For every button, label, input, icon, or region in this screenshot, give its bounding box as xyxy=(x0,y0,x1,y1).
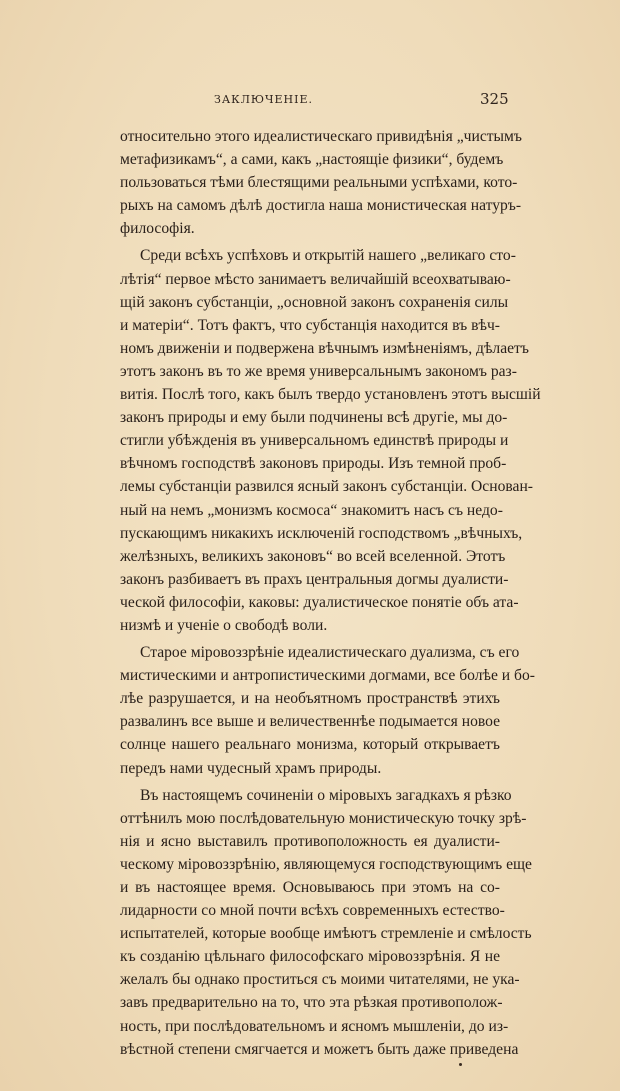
text-line: и матеріи“. Тотъ фактъ, что субстанція находится въ вѣч- xyxy=(120,316,500,334)
running-head: ЗАКЛЮЧЕНІЕ. xyxy=(214,93,313,106)
text-line: мистическими и антропистическими догмами, все болѣе и бо- xyxy=(120,667,535,685)
text-line: лемы субстанціи развился ясный законъ субстанціи. Основан- xyxy=(120,478,533,496)
text-line: солнце нашего реальнаго монизма, который открываетъ xyxy=(120,736,500,754)
text-line: философія. xyxy=(120,220,195,238)
page-number: 325 xyxy=(480,90,509,108)
text-line: пользоваться тѣми блестящими реальными успѣхами, кото- xyxy=(120,174,518,192)
text-line: вѣстной степени смягчается и можетъ быть даже приведена xyxy=(120,1040,519,1058)
text-line: завъ предварительно на то, что эта рѣзкая противополож- xyxy=(120,994,503,1012)
ink-speck xyxy=(459,1063,462,1066)
text-line: лидарности со мной почти всѣхъ современныхъ естество- xyxy=(120,902,505,920)
body-text xyxy=(120,125,541,1061)
text-line: лѣтія“ первое мѣсто занимаетъ величайшій всеохватываю- xyxy=(120,270,511,288)
text-line: передъ нами чудесный храмъ природы. xyxy=(120,759,382,777)
text-line: низмѣ и ученіе о свободѣ воли. xyxy=(120,616,328,634)
text-line: Среди всѣхъ успѣховъ и открытій нашего „великаго сто- xyxy=(140,247,516,265)
text-line: законъ разбиваетъ въ прахъ центральныя догмы дуалисти- xyxy=(120,570,509,588)
text-line: номъ движеніи и подвержена вѣчнымъ измѣненіямъ, дѣлаетъ xyxy=(120,339,529,357)
text-line: Старое міровоззрѣніе идеалистическаго дуализма, съ его xyxy=(140,644,520,662)
text-line: щій законъ субстанціи, „основной законъ сохраненія силы xyxy=(120,293,509,311)
text-line: этотъ законъ въ то же время универсальнымъ закономъ раз- xyxy=(120,362,517,380)
text-line: ность, при послѣдовательномъ и ясномъ мышленіи, до из- xyxy=(120,1017,509,1035)
text-line: развалинъ все выше и величественнѣе подымается новое xyxy=(120,713,501,731)
text-line: ный на немъ „монизмъ космоса“ знакомитъ насъ съ недо- xyxy=(120,501,503,519)
page-header xyxy=(0,90,620,113)
text-line: желѣзныхъ, великихъ законовъ“ во всей вселенной. Этотъ xyxy=(120,547,506,565)
text-line: метафизикамъ“, а сами, какъ „настоящіе физики“, будемъ xyxy=(120,151,504,169)
text-line: ческой философіи, каковы: дуалистическое понятіе объ ата- xyxy=(120,593,519,611)
text-line: законъ природы и ему были подчинены всѣ другіе, мы до- xyxy=(120,409,508,427)
text-line: къ созданію цѣльнаго философскаго міровоззрѣнія. Я не xyxy=(120,948,500,966)
text-line: желалъ бы однако проститься съ моими читателями, не ука- xyxy=(120,971,520,989)
text-line: Въ настоящемъ сочиненіи о міровыхъ загадкахъ я рѣзко xyxy=(140,786,512,804)
paragraph xyxy=(120,784,532,1061)
text-line: испытателей, которые вообще имѣютъ стремленіе и смѣлость xyxy=(120,925,532,943)
text-line: стигли убѣжденія въ универсальномъ единствѣ природы и xyxy=(120,432,509,450)
text-line: рыхъ на самомъ дѣлѣ достигла наша монистическая натуръ- xyxy=(120,197,522,215)
paragraph xyxy=(120,244,541,637)
text-line: ческому міровоззрѣнію, являющемуся господствующимъ еще xyxy=(120,855,532,873)
paragraph xyxy=(120,641,535,780)
text-line: и въ настоящее время. Основываюсь при этомъ на со- xyxy=(120,879,500,896)
paragraph xyxy=(120,125,522,240)
text-line: витія. Послѣ того, какъ былъ твердо установленъ этотъ высшій xyxy=(120,386,541,404)
text-line: лѣе разрушается, и на необъятномъ пространствѣ этихъ xyxy=(120,690,500,708)
text-line: оттѣнилъ мою послѣдовательную монистическую точку зрѣ- xyxy=(120,809,527,827)
text-line: нія и ясно выставилъ противоположность ея дуалисти- xyxy=(120,832,500,850)
text-line: пускающимъ никакихъ исключеній господствомъ „вѣчныхъ, xyxy=(120,524,523,542)
text-line: относительно этого идеалистическаго привидѣнія „чистымъ xyxy=(120,128,522,145)
text-line: вѣчномъ господствѣ законовъ природы. Изъ темной проб- xyxy=(120,455,507,473)
